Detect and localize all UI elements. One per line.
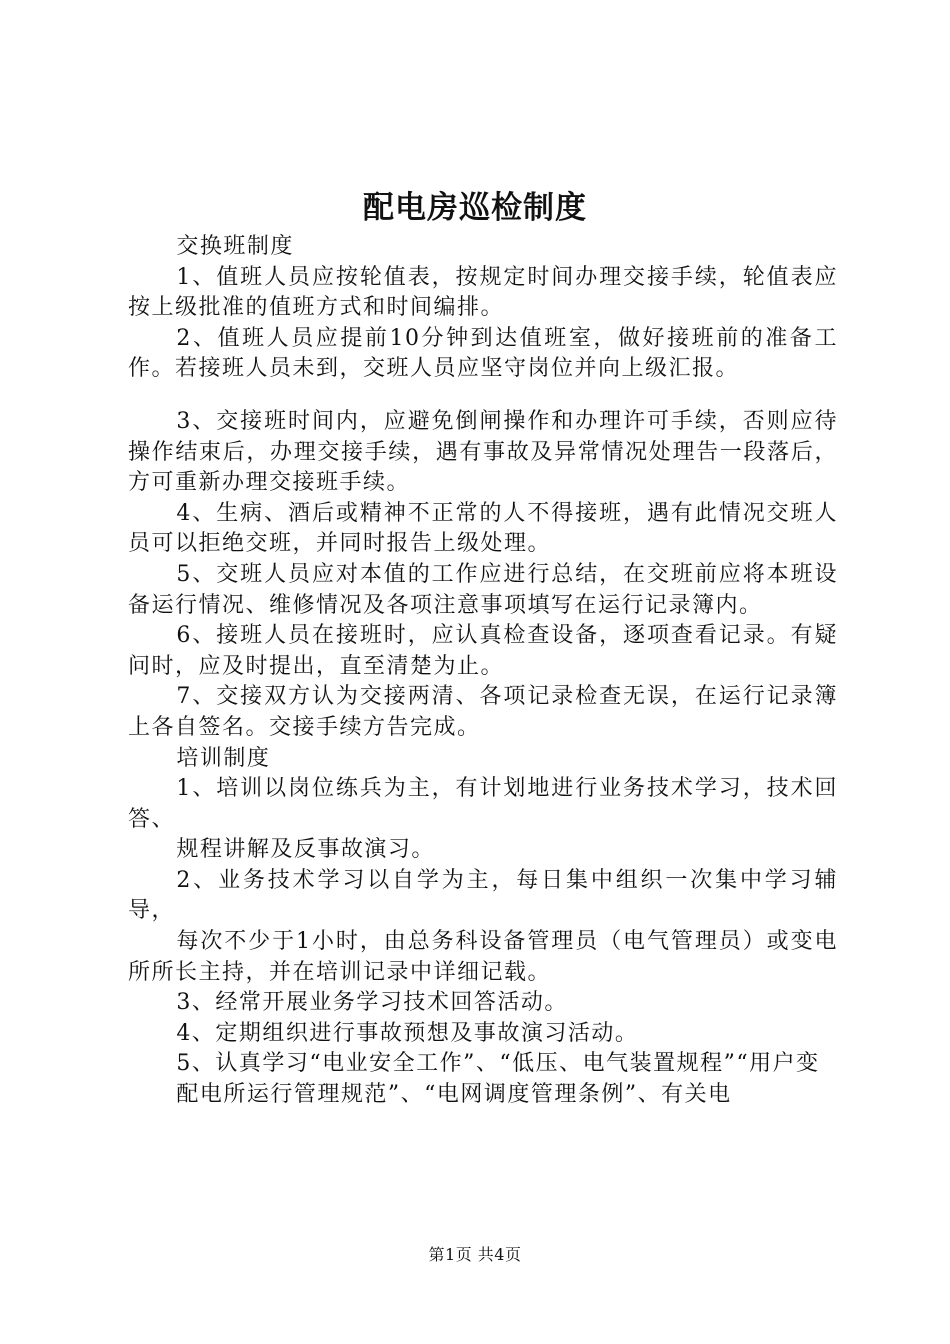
paragraph: 3、经常开展业务学习技术回答活动。: [176, 990, 568, 1016]
paragraph: 3、交接班时间内，应避免倒闸操作和办理许可手续，否则应待操作结束后，办理交接手续，遇有事故及异常情况处理告一段落后，方可重新办理交接班手续。: [128, 408, 838, 496]
paragraph: 5、认真学习“电业安全工作”、“低压、电气装置规程”“用户变: [176, 1051, 820, 1077]
paragraph: 1、值班人员应按轮值表，按规定时间办理交接手续，轮值表应按上级批准的值班方式和时间编排。: [128, 264, 838, 321]
document-body: [128, 232, 838, 1111]
page-footer: 第1页 共4页: [428, 1245, 522, 1264]
paragraph: 规程讲解及反事故演习。: [176, 837, 435, 863]
paragraph: 6、接班人员在接班时，应认真检查设备，逐项查看记录。有疑问时，应及时提出，直至清楚为止。: [128, 623, 838, 679]
paragraph: 2、值班人员应提前10分钟到达值班室，做好接班前的准备工作。若接班人员未到，交班人员应坚守岗位并向上级汇报。: [128, 325, 838, 382]
paragraph: 5、交班人员应对本值的工作应进行总结，在交班前应将本班设备运行情况、维修情况及各项注意事项填写在运行记录簿内。: [128, 561, 838, 618]
paragraph: 2、业务技术学习以自学为主，每日集中组织一次集中学习辅导，: [128, 867, 838, 924]
paragraph: 4、生病、酒后或精神不正常的人不得接班，遇有此情况交班人员可以拒绝交班，并同时报告上级处理。: [128, 500, 838, 557]
paragraph: 7、交接双方认为交接两清、各项记录检查无误，在运行记录簿上各自签名。交接手续方告完成。: [128, 684, 838, 740]
paragraph: 每次不少于1小时，由总务科设备管理员（电气管理员）或变电所所长主持，并在培训记录中详细记载。: [128, 929, 838, 985]
paragraph: 1、培训以岗位练兵为主，有计划地进行业务技术学习，技术回答、: [128, 776, 838, 832]
paragraph: 配电所运行管理规范”、“电网调度管理条例”、有关电: [176, 1082, 732, 1108]
paragraph: 4、定期组织进行事故预想及事故演习活动。: [176, 1020, 639, 1046]
section-heading-shift: 交换班制度: [176, 234, 294, 259]
document-title: 配电房巡检制度: [363, 190, 587, 226]
section-heading-training: 培训制度: [176, 745, 271, 771]
